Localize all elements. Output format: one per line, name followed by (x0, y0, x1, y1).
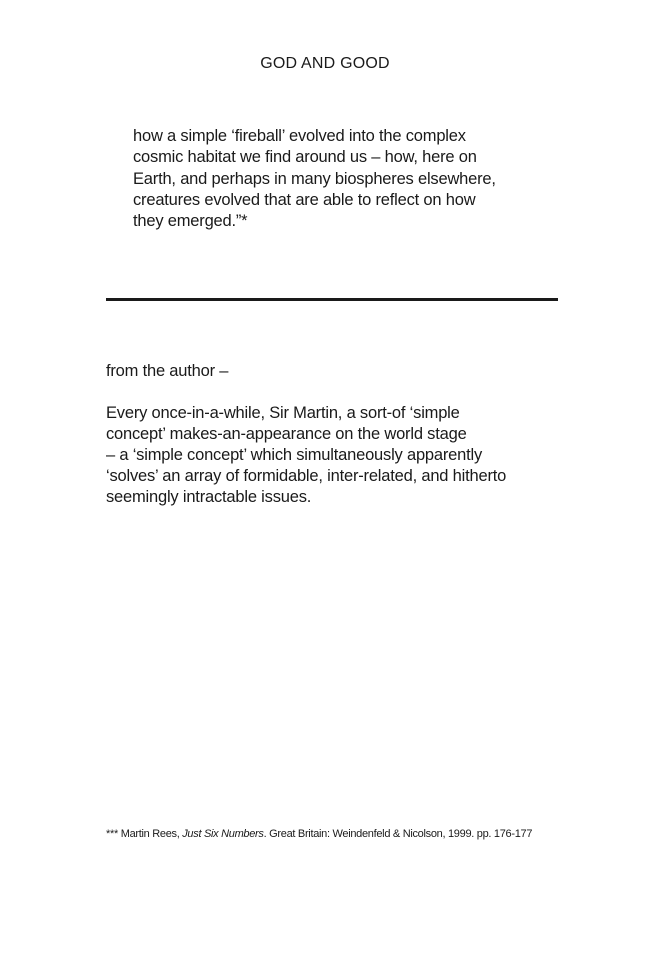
paragraph-line: ‘solves’ an array of formidable, inter-related, and hitherto (106, 467, 507, 485)
body-paragraph (106, 403, 566, 508)
paragraph-line: Every once-in-a-while, Sir Martin, a sort-of ‘simple (106, 404, 460, 422)
quote-line: creatures evolved that are able to reflect on how (133, 190, 476, 209)
footnote-author: Martin Rees, (120, 828, 183, 840)
footnote-marker: *** (106, 828, 118, 840)
horizontal-rule (106, 298, 558, 301)
section-intro: from the author – (106, 362, 229, 380)
paragraph-line: seemingly intractable issues. (106, 488, 312, 506)
quote-line: cosmic habitat we find around us – how, here on (133, 148, 477, 167)
footnote-details: . Great Britain: Weindenfeld & Nicolson, 1999. pp. 176-177 (263, 828, 533, 840)
footnote (106, 828, 532, 840)
quote-line: Earth, and perhaps in many biospheres elsewhere, (133, 169, 496, 188)
quote-line: they emerged.”* (133, 212, 248, 231)
block-quote (133, 126, 553, 232)
footnote-title: Just Six Numbers (182, 828, 264, 840)
paragraph-line: concept’ makes-an-appearance on the world stage (106, 425, 467, 443)
quote-line: how a simple ‘fireball’ evolved into the complex (133, 127, 466, 145)
running-head: GOD AND GOOD (260, 55, 390, 72)
paragraph-line: – a ‘simple concept’ which simultaneously apparently (106, 446, 483, 464)
